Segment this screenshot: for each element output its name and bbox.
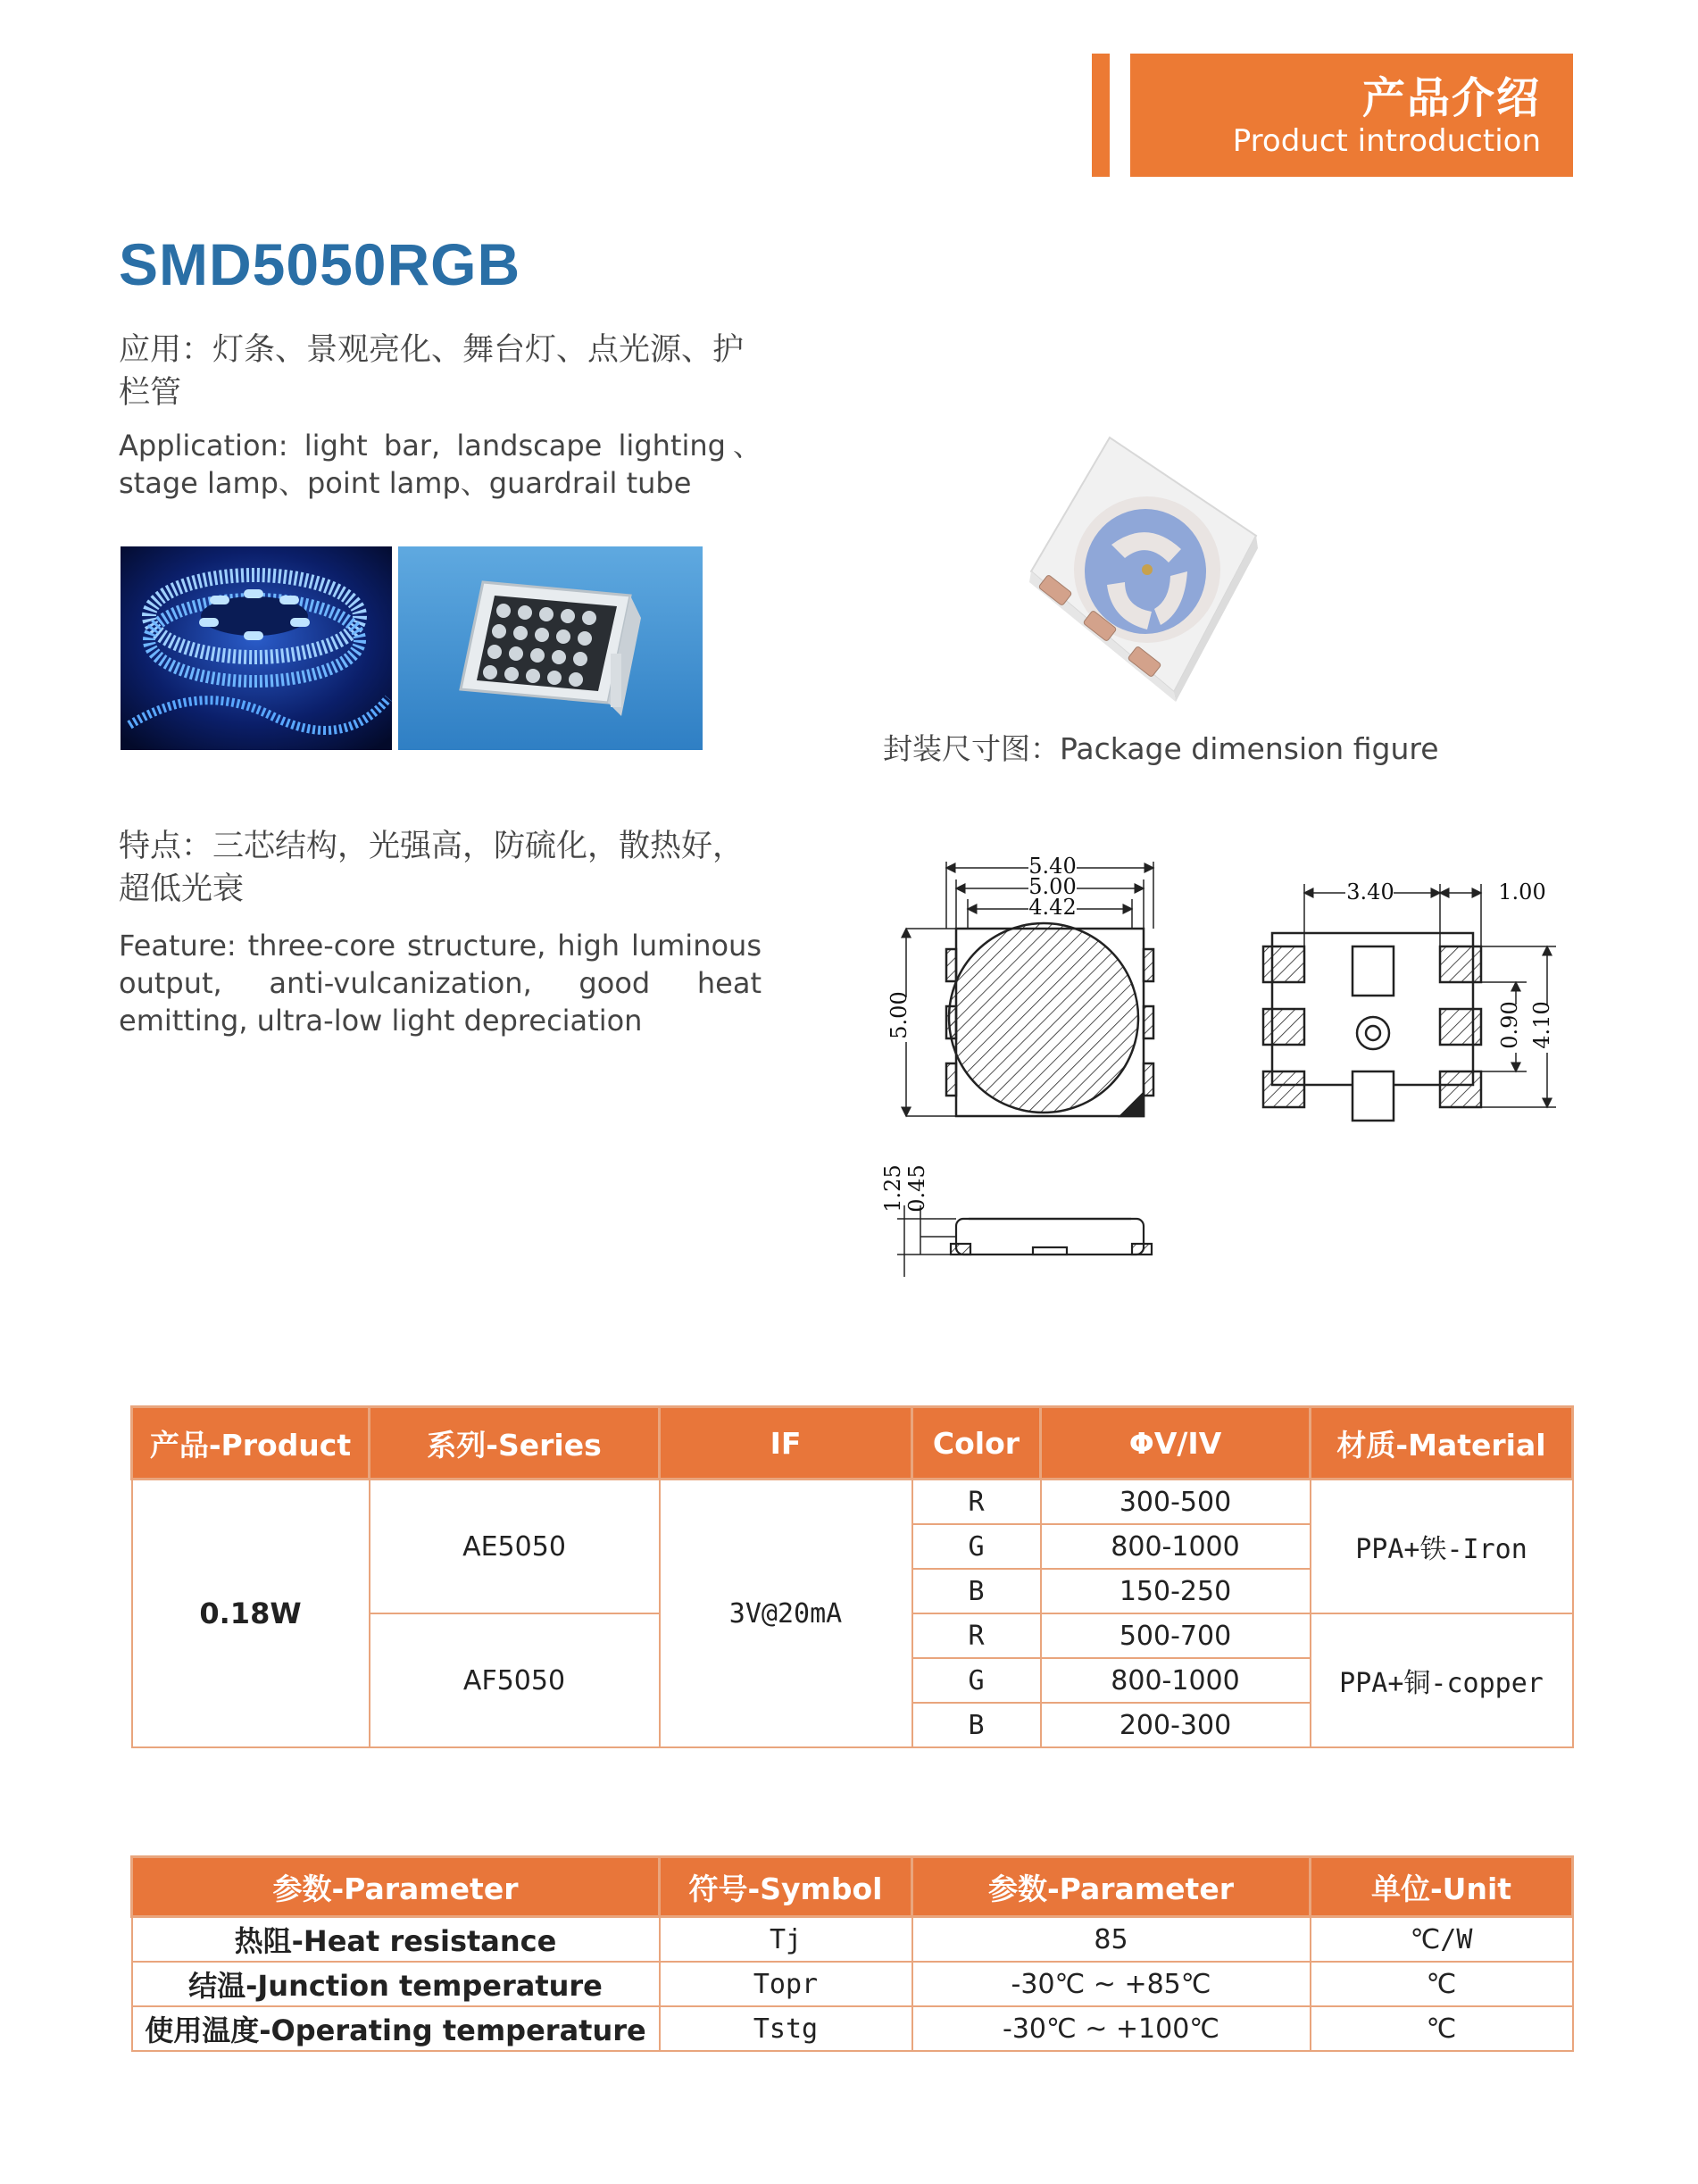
features-cn: 特点：三芯结构，光强高，防硫化，散热好，超低光衰 — [119, 829, 745, 907]
parameter-table-header — [132, 1857, 1573, 1917]
param-value: -30℃ ~ +85℃ — [912, 1962, 1311, 2006]
application-cn: 应用：灯条、景观亮化、舞台灯、点光源、护栏管 — [119, 332, 745, 411]
parameter-table — [130, 1855, 1574, 2052]
header-material: 材质-Material — [1311, 1407, 1573, 1480]
param-name: 热阻-Heat resistance — [132, 1917, 660, 1963]
header-title-en: Product introduction — [1232, 123, 1541, 159]
if-value: 3V@20mA — [660, 1480, 912, 1748]
param-unit: ℃/W — [1311, 1917, 1573, 1963]
header-banner — [1130, 54, 1573, 177]
dim-bot-h1: 0.90 — [1497, 1001, 1522, 1049]
product-table — [130, 1405, 1574, 1748]
table-row — [132, 2006, 1573, 2051]
dim-side-h2: 0.45 — [904, 1164, 929, 1213]
flux-cell: 500-700 — [1041, 1613, 1311, 1658]
dim-bot-w1: 3.40 — [1346, 879, 1394, 904]
color-cell: B — [912, 1569, 1041, 1613]
floodlight-photo — [398, 546, 703, 750]
color-cell: R — [912, 1613, 1041, 1658]
product-table-header — [132, 1407, 1573, 1480]
dim-top-w3: 4.42 — [1028, 895, 1077, 920]
flux-cell: 200-300 — [1041, 1703, 1311, 1747]
header-unit: 单位-Unit — [1311, 1857, 1573, 1917]
product-title: SMD5050RGB — [119, 231, 521, 297]
table-row — [132, 1480, 1573, 1525]
table-row — [132, 1917, 1573, 1963]
color-cell: G — [912, 1658, 1041, 1703]
param-value: 85 — [912, 1917, 1311, 1963]
material-cell: PPA+铁-Iron — [1311, 1480, 1573, 1614]
dim-top-w2: 5.00 — [1028, 874, 1077, 899]
dim-top-w1: 5.40 — [1028, 854, 1077, 879]
param-symbol: Tstg — [660, 2006, 912, 2051]
dim-bot-h2: 4.10 — [1529, 1001, 1554, 1049]
param-symbol: Tj — [660, 1917, 912, 1963]
flux-cell: 300-500 — [1041, 1480, 1311, 1525]
series-name: AE5050 — [370, 1480, 660, 1614]
flux-cell: 150-250 — [1041, 1569, 1311, 1613]
header-flux: ΦV/IV — [1041, 1407, 1311, 1480]
table-row — [132, 1962, 1573, 2006]
param-unit: ℃ — [1311, 2006, 1573, 2051]
flux-cell: 800-1000 — [1041, 1524, 1311, 1569]
series-name: AF5050 — [370, 1613, 660, 1747]
header-if: IF — [660, 1407, 912, 1480]
header-accent-bar — [1092, 54, 1110, 177]
product-power: 0.18W — [132, 1480, 370, 1748]
dim-bot-w2: 1.00 — [1498, 879, 1546, 904]
dimension-drawing — [879, 844, 1567, 1290]
package-caption: 封装尺寸图：Package dimension figure — [883, 731, 1439, 766]
color-cell: R — [912, 1480, 1041, 1525]
param-unit: ℃ — [1311, 1962, 1573, 2006]
param-name: 使用温度-Operating temperature — [132, 2006, 660, 2051]
flux-cell: 800-1000 — [1041, 1658, 1311, 1703]
dim-side-h1: 1.25 — [880, 1164, 905, 1213]
header-product: 产品-Product — [132, 1407, 370, 1480]
header-parameter: 参数-Parameter — [132, 1857, 660, 1917]
header-series: 系列-Series — [370, 1407, 660, 1480]
features-en: Feature: three-core structure, high luminous output, anti-vulcanization, good heat emitting, ultra-low light depreciation — [119, 929, 762, 1038]
param-symbol: Topr — [660, 1962, 912, 2006]
led-chip-illustration — [978, 429, 1263, 705]
header-symbol: 符号-Symbol — [660, 1857, 912, 1917]
color-cell: G — [912, 1524, 1041, 1569]
header-title-cn: 产品介绍 — [1361, 73, 1541, 123]
led-strip-photo — [121, 546, 392, 750]
dim-top-h: 5.00 — [886, 991, 911, 1039]
material-cell: PPA+铜-copper — [1311, 1613, 1573, 1747]
param-name: 结温-Junction temperature — [132, 1962, 660, 2006]
header-parameter-value: 参数-Parameter — [912, 1857, 1311, 1917]
header-color: Color — [912, 1407, 1041, 1480]
color-cell: B — [912, 1703, 1041, 1747]
param-value: -30℃ ~ +100℃ — [912, 2006, 1311, 2051]
application-en: Application: light bar, landscape lighting、stage lamp、point lamp、guardrail tube — [119, 429, 762, 500]
